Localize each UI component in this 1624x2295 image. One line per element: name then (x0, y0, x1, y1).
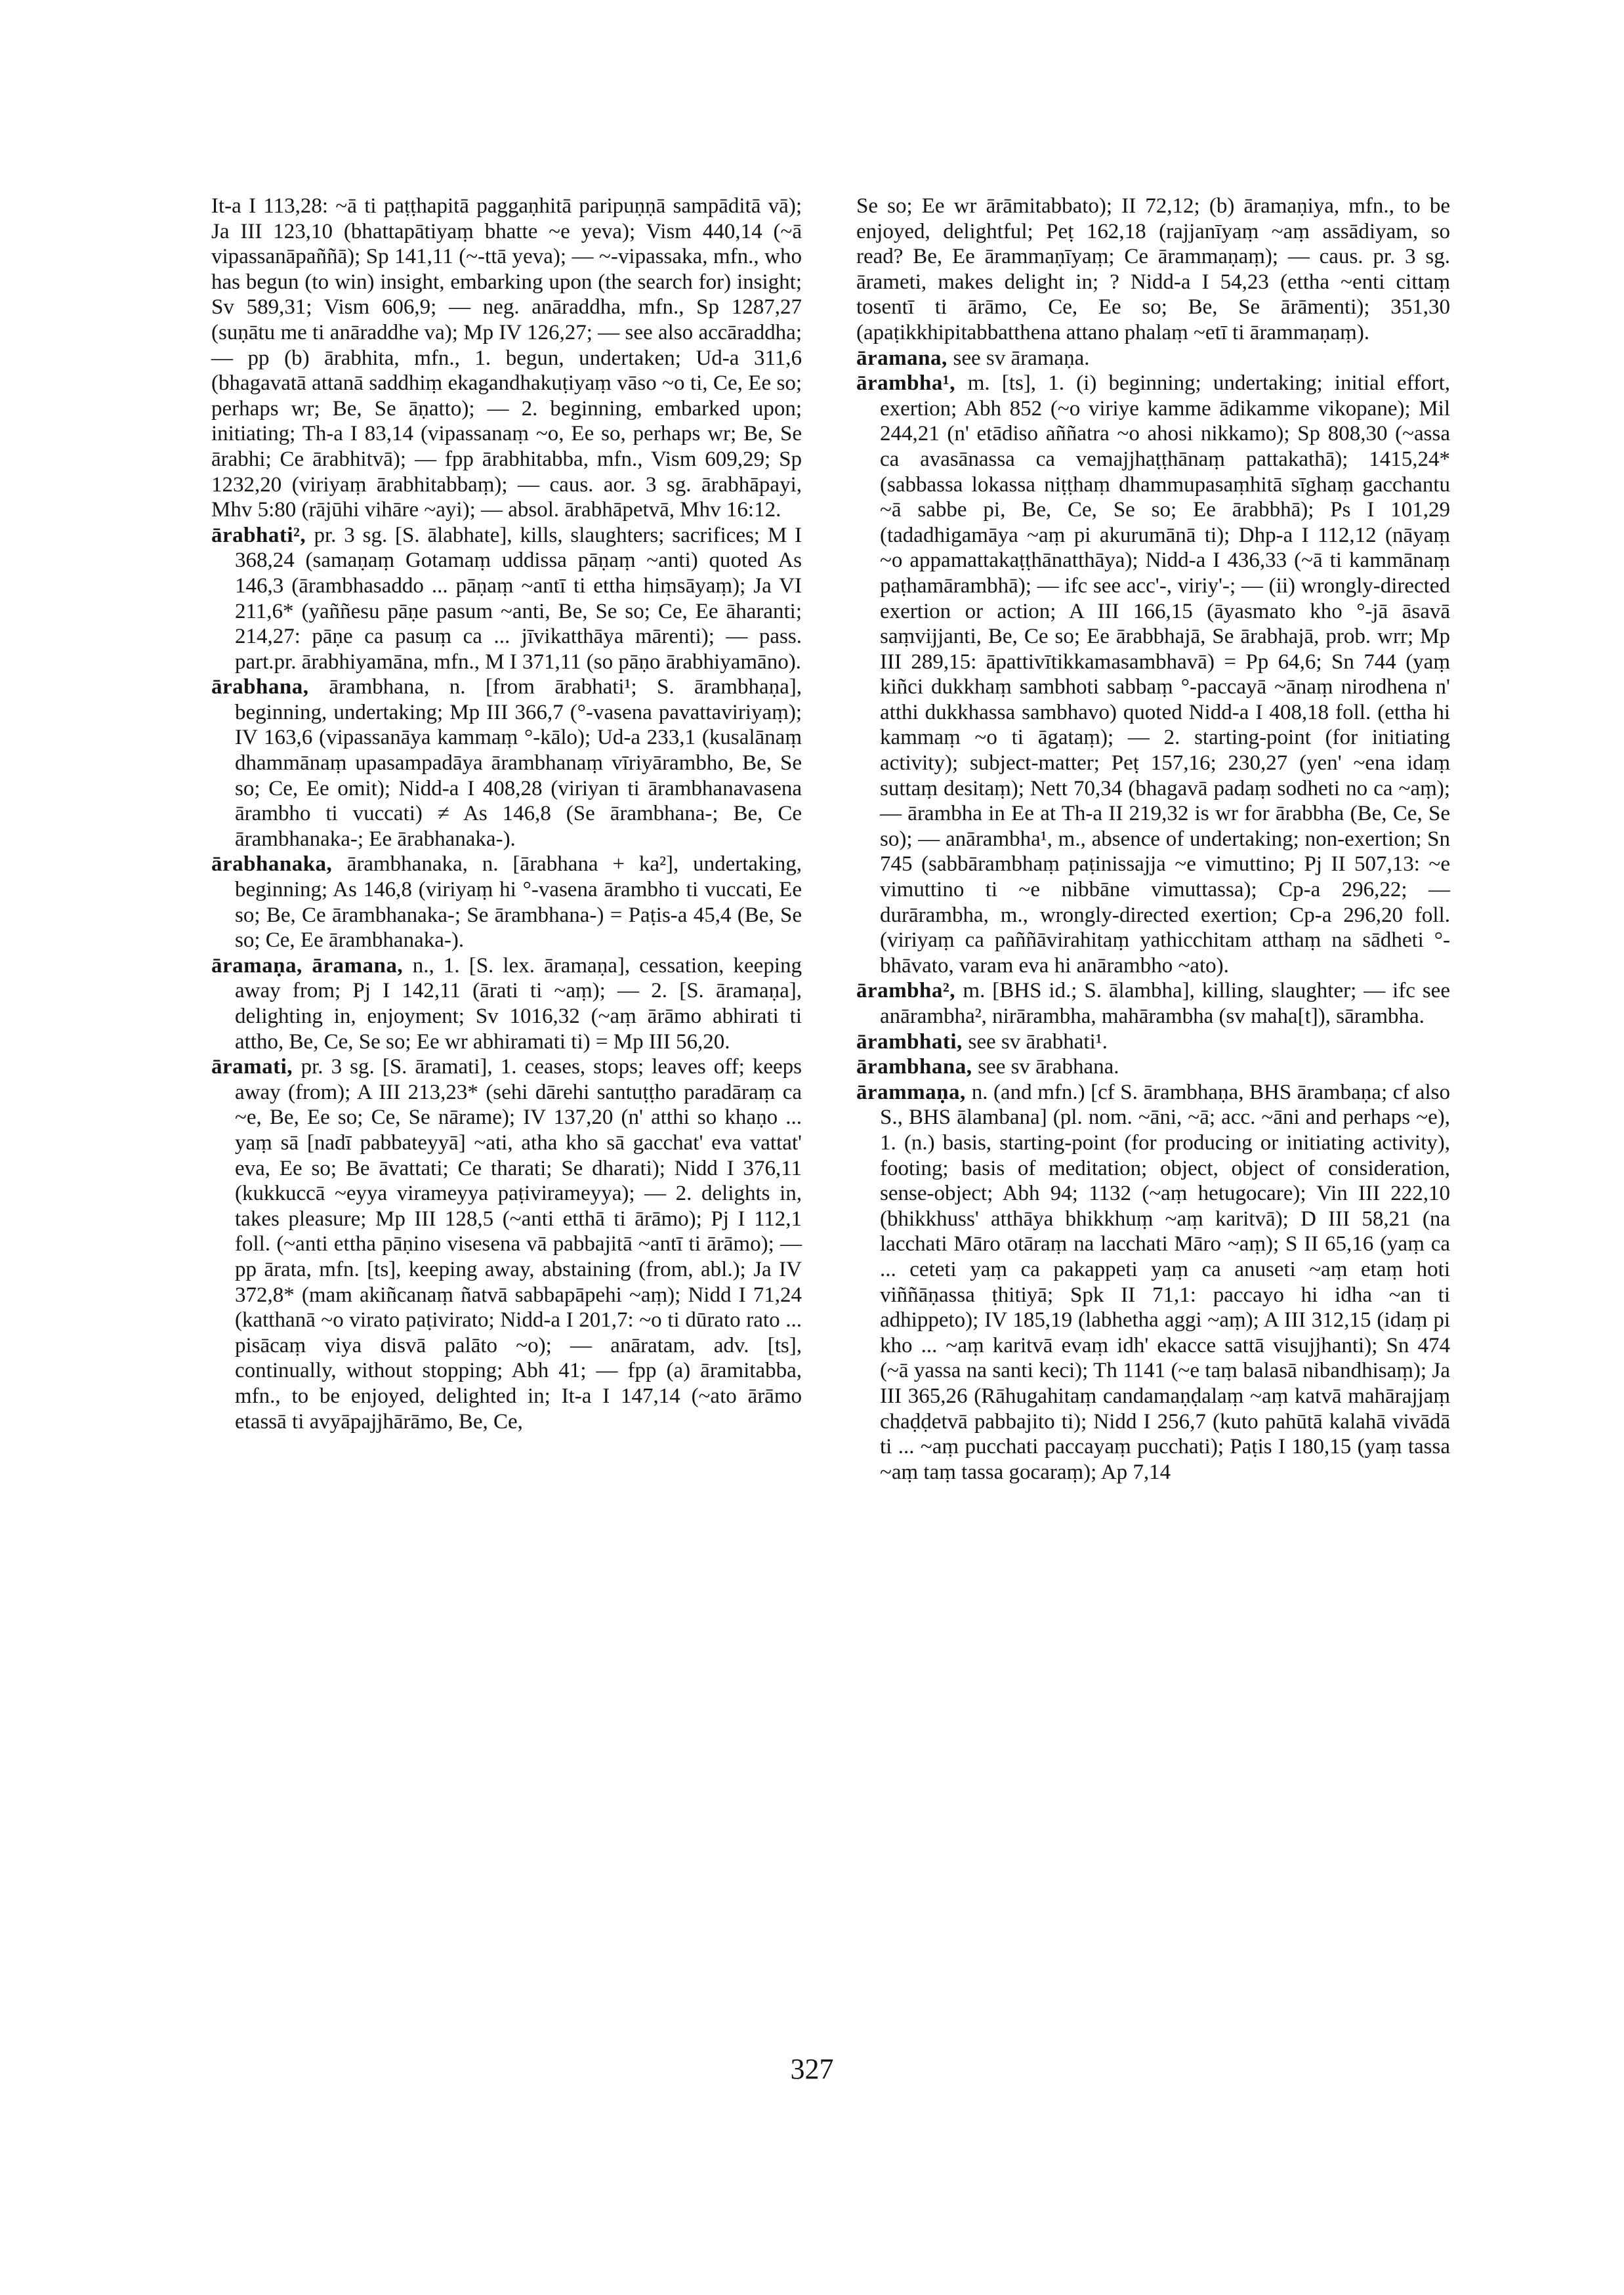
right-column (856, 194, 1450, 1485)
entry-body: m. [ts], 1. (i) beginning; undertaking; initial effort, exertion; Abh 852 (~o viriye kamme ādikamme vikopane); Mil 244,21 (n' etādiso aññatra ~o ahosi nikkamo); Sp 808,30 (~assa ca avasānassa ca vemajjhaṭṭhānaṃ pattakathā); 1415,24* (sabbassa lokassa niṭṭhaṃ dhammupasaṃhitā sīghaṃ gacchantu ~ā sabbe pi, Be, Ce, Se so; Ee ārabbhā); Ps I 101,29 (tadadhigamāya ~aṃ pi akurumānā ti); Dhp-a I 112,12 (nāyaṃ ~o appamattakaṭṭhānatthāya); Nidd-a I 436,33 (~ā ti kammānaṃ paṭhamārambhā); — ifc see acc'-, viriy'-; — (ii) wrongly-directed exertion or action; A III 166,15 (āyasmato kho °-jā āsavā saṃvijjanti, Be, Ce so; Ee ārabbhajā, Se ārabhajā, prob. wrr; Mp III 289,15: āpattivītikkamasambhavā) = Pp 64,6; Sn 744 (yaṃ kiñci dukkhaṃ sambhoti sabbaṃ °-paccayā ~ānaṃ nirodhena n' atthi dukkhassa sambhavo) quoted Nidd-a I 408,18 foll. (ettha hi kammaṃ ~o ti āgataṃ); — 2. starting-point (for initiating activity); subject-matter; Peṭ 157,16; 230,27 (yen' ~ena idaṃ suttaṃ desitaṃ); Nett 70,34 (bhagavā padaṃ sodheti no ca ~aṃ); — ārambha in Ee at Th-a II 219,32 is wr for ārabbha (Be, Ce, Se so); — anārambha¹, m., absence of undertaking; non-exertion; Sn 745 (sabbārambhaṃ paṭinissajja ~e vimuttino; Pj II 507,13: ~e vimuttino ti ~e nibbāne vimuttassa); Cp-a 296,22; — durārambha, m., wrongly-directed exertion; Cp-a 296,20 foll. (viriyaṃ ca paññāvirahitaṃ yathicchitam atthaṃ na sādheti °-bhāvato, varam eva hi anārambho ~ato). (880, 371, 1450, 978)
dictionary-entry (211, 523, 802, 675)
entry-continuation: It-a I 113,28: ~ā ti paṭṭhapitā paggaṇhitā paripuṇṇā sampāditā vā); Ja III 123,10 (bhattapātiyaṃ bhatte ~e yeva); Vism 440,14 (~ā vipassanāpaññā); Sp 141,11 (~-ttā yeva); — ~-vipassaka, mfn., who has begun (to win) insight, embarking upon (the search for) insight; Sv 589,31; Vism 606,9; — neg. anāraddha, mfn., Sp 1287,27 (suṇātu me ti anāraddhe va); Mp IV 126,27; — see also accāraddha; — pp (b) ārabhita, mfn., 1. begun, undertaken; Ud-a 311,6 (bhagavatā attanā saddhiṃ ekagandhakuṭiyaṃ vāso ~o ti, Ce, Ee so; perhaps wr; Be, Se āṇatto); — 2. beginning, embarked upon; initiating; Th-a I 83,14 (vipassanaṃ ~o, Ee so, perhaps wr; Be, Se ārabhi; Ce ārabhitvā); — fpp ārabhitabba, mfn., Vism 609,29; Sp 1232,20 (viriyaṃ ārabhitabbaṃ); — caus. aor. 3 sg. ārabhāpayi, Mhv 5:80 (rājūhi vihāre ~ayi); — absol. ārabhāpetvā, Mhv 16:12. (211, 194, 802, 522)
entry-body: pr. 3 sg. [S. ālabhate], kills, slaughters; sacrifices; M I 368,24 (samaṇaṃ Gotamaṃ uddissa pāṇaṃ ~anti) quoted As 146,3 (ārambhasaddo ... pāṇaṃ ~antī ti ettha hiṃsāyaṃ); Ja VI 211,6* (yaññesu pāṇe pasum ~anti, Be, Se so; Ce, Ee āharanti; 214,27: pāṇe ca pasuṃ ca ... jīvikatthāya mārenti); — pass. part.pr. ārabhiyamāna, mfn., M I 371,11 (so pāṇo ārabhiyamāno). (235, 523, 802, 674)
entry-body: n. (and mfn.) [cf S. ārambhaṇa, BHS ārambaṇa; cf also S., BHS ālambana] (pl. nom. ~āni, ~ā; acc. ~āni and perhaps ~e), 1. (n.) basis, starting-point (for producing or initiating activity), footing; basis of meditation; object, object of consideration, sense-object; Abh 94; 1132 (~aṃ hetugocare); Vin III 222,10 (bhikkhuss' atthāya bhikkhuṃ ~aṃ karitvā); D III 58,21 (na lacchati Māro otāraṃ na lacchati Māro ~aṃ); S II 65,16 (yaṃ ca ... ceteti yaṃ ca pakappeti yaṃ ca anuseti ~aṃ etaṃ hoti viññāṇassa ṭhitiyā; Spk II 71,1: paccayo hi idha ~an ti adhippeto); IV 185,19 (labhetha aggi ~aṃ); A III 312,15 (idaṃ pi kho ... ~aṃ karitvā evaṃ idh' ekacce sattā visujjhanti); Sn 474 (~ā yassa na santi keci); Th 1141 (~e taṃ balasā nibandhisaṃ); Ja III 365,26 (Rāhugahitaṃ candamaṇḍalaṃ ~aṃ katvā mahārajjaṃ chaḍḍetvā pabbajito ti); Nidd I 256,7 (kuto pahūtā kalahā vivādā ti ... ~aṃ pucchati paccayaṃ pucchati); Paṭis I 180,15 (yaṃ tassa ~aṃ taṃ tassa gocaraṃ); Ap 7,14 (880, 1080, 1450, 1484)
entry-body: see sv āramaṇa. (953, 346, 1090, 370)
dictionary-entry (856, 346, 1450, 371)
entry-headword: ārabhana, (211, 675, 329, 699)
entry-headword: āramati, (211, 1055, 301, 1079)
dictionary-entry (211, 852, 802, 953)
entry-headword: ārabhanaka, (211, 852, 347, 877)
entry-continuation: Se so; Ee wr ārāmitabbato); II 72,12; (b) āramaṇiya, mfn., to be enjoyed, delightful; Peṭ 162,18 (rajjanīyaṃ ~aṃ assādiyam, so read? Be, Ee ārammaṇīyaṃ; Ce ārammaṇaṃ); — caus. pr. 3 sg. ārameti, makes delight in; ? Nidd-a I 54,23 (ettha ~enti cittaṃ tosentī ti ārāmo, Ce, Ee so; Be, Se ārāmenti); 351,30 (apaṭikkhipitabbatthena attano phalaṃ ~etī ti ārammaṇaṃ). (856, 194, 1450, 344)
entry-headword: āramana, (856, 346, 953, 370)
entry-body: n., 1. [S. lex. āramaṇa], cessation, keeping away from; Pj I 142,11 (ārati ti ~aṃ); — 2. [S. āramaṇa], delighting in, enjoyment; Sv 1016,32 (~aṃ ārāmo abhirati ti attho, Be, Ce, Se so; Ee wr abhiramati ti) = Mp III 56,20. (235, 953, 802, 1054)
entry-body: pr. 3 sg. [S. āramati], 1. ceases, stops; leaves off; keeps away (from); A III 213,23* (sehi dārehi santuṭṭho paradāraṃ ca ~e, Be, Ee so; Ce, Se nārame); IV 137,20 (n' atthi so khaṇo ... yaṃ sā [nadī pabbateyyā] ~ati, atha kho sā gacchat' eva vattat' eva, Ee so; Be āvattati; Ce tharati; Se dharati); Nidd I 376,11 (kukkuccā ~eyya virameyya paṭivirameyya); — 2. delights in, takes pleasure; Mp III 128,5 (~anti etthā ti ārāmo); Pj I 112,1 foll. (~anti ettha pāṇino visesena vā pabbajitā ~antī ti ārāmo); — pp ārata, mfn. [ts], keeping away, abstaining (from, abl.); Ja IV 372,8* (mam akiñcanaṃ ñatvā sabbapāpehi ~aṃ); Nidd I 71,24 (katthanā ~o virato paṭivirato; Nidd-a I 201,7: ~o ti dūrato rato ... pisācaṃ viya disvā palāto ~o); — anāratam, adv. [ts], continually, without stopping; Abh 41; — fpp (a) āramitabba, mfn., to be enjoyed, delighted in; It-a I 147,14 (~ato ārāmo etassā ti avyāpajjhārāmo, Be, Ce, (235, 1055, 802, 1434)
entry-headword: ārabhati², (211, 523, 314, 547)
page-number: 327 (790, 2053, 834, 2085)
entry-headword: ārambhana, (856, 1055, 978, 1079)
entry-body: ārambhana, n. [from ārabhati¹; S. ārambhaṇa], beginning, undertaking; Mp III 366,7 (°-vasena pavattaviriyaṃ); IV 163,6 (vipassanāya kammaṃ °-kālo); Ud-a 233,1 (kusalānaṃ dhammānaṃ upasampadāya ārambhanaṃ vīriyārambho, Be, Se so; Ce, Ee omit); Nidd-a I 408,28 (viriyan ti ārambhanavasena ārambho ti vuccati) ≠ As 146,8 (Se ārambhana-; Be, Ce ārambhanaka-; Ee ārabhanaka-). (235, 675, 802, 851)
entry-body: ārambhanaka, n. [ārabhana + ka²], undertaking, beginning; As 146,8 (viriyaṃ hi °-vasena ārambho ti vuccati, Ee so; Be, Ce ārambhanaka-; Se ārambhana-) = Paṭis-a 45,4 (Be, Se so; Ce, Ee ārambhanaka-). (235, 852, 802, 953)
dictionary-entry (211, 674, 802, 852)
dictionary-entry (211, 953, 802, 1054)
entry-headword: āramaṇa, āramana, (211, 953, 413, 978)
dictionary-entry (856, 1080, 1450, 1485)
entry-headword: ārambha², (856, 979, 963, 1003)
dictionary-entry (856, 1054, 1450, 1080)
dictionary-entry (856, 1029, 1450, 1055)
dictionary-entry (211, 1054, 802, 1434)
dictionary-entry (856, 371, 1450, 978)
entry-headword: ārammaṇa, (856, 1080, 972, 1104)
left-column (211, 194, 802, 1434)
entry-headword: ārambhati, (856, 1029, 968, 1054)
entry-body: m. [BHS id.; S. ālambha], killing, slaughter; — ifc see anārambha², nirārambha, mahārambha (sv maha[t]), sārambha. (880, 979, 1450, 1028)
entry-body: see sv ārabhati¹. (968, 1029, 1108, 1054)
dictionary-entry (856, 978, 1450, 1029)
entry-headword: ārambha¹, (856, 371, 968, 396)
entry-body: see sv ārabhana. (978, 1055, 1119, 1079)
